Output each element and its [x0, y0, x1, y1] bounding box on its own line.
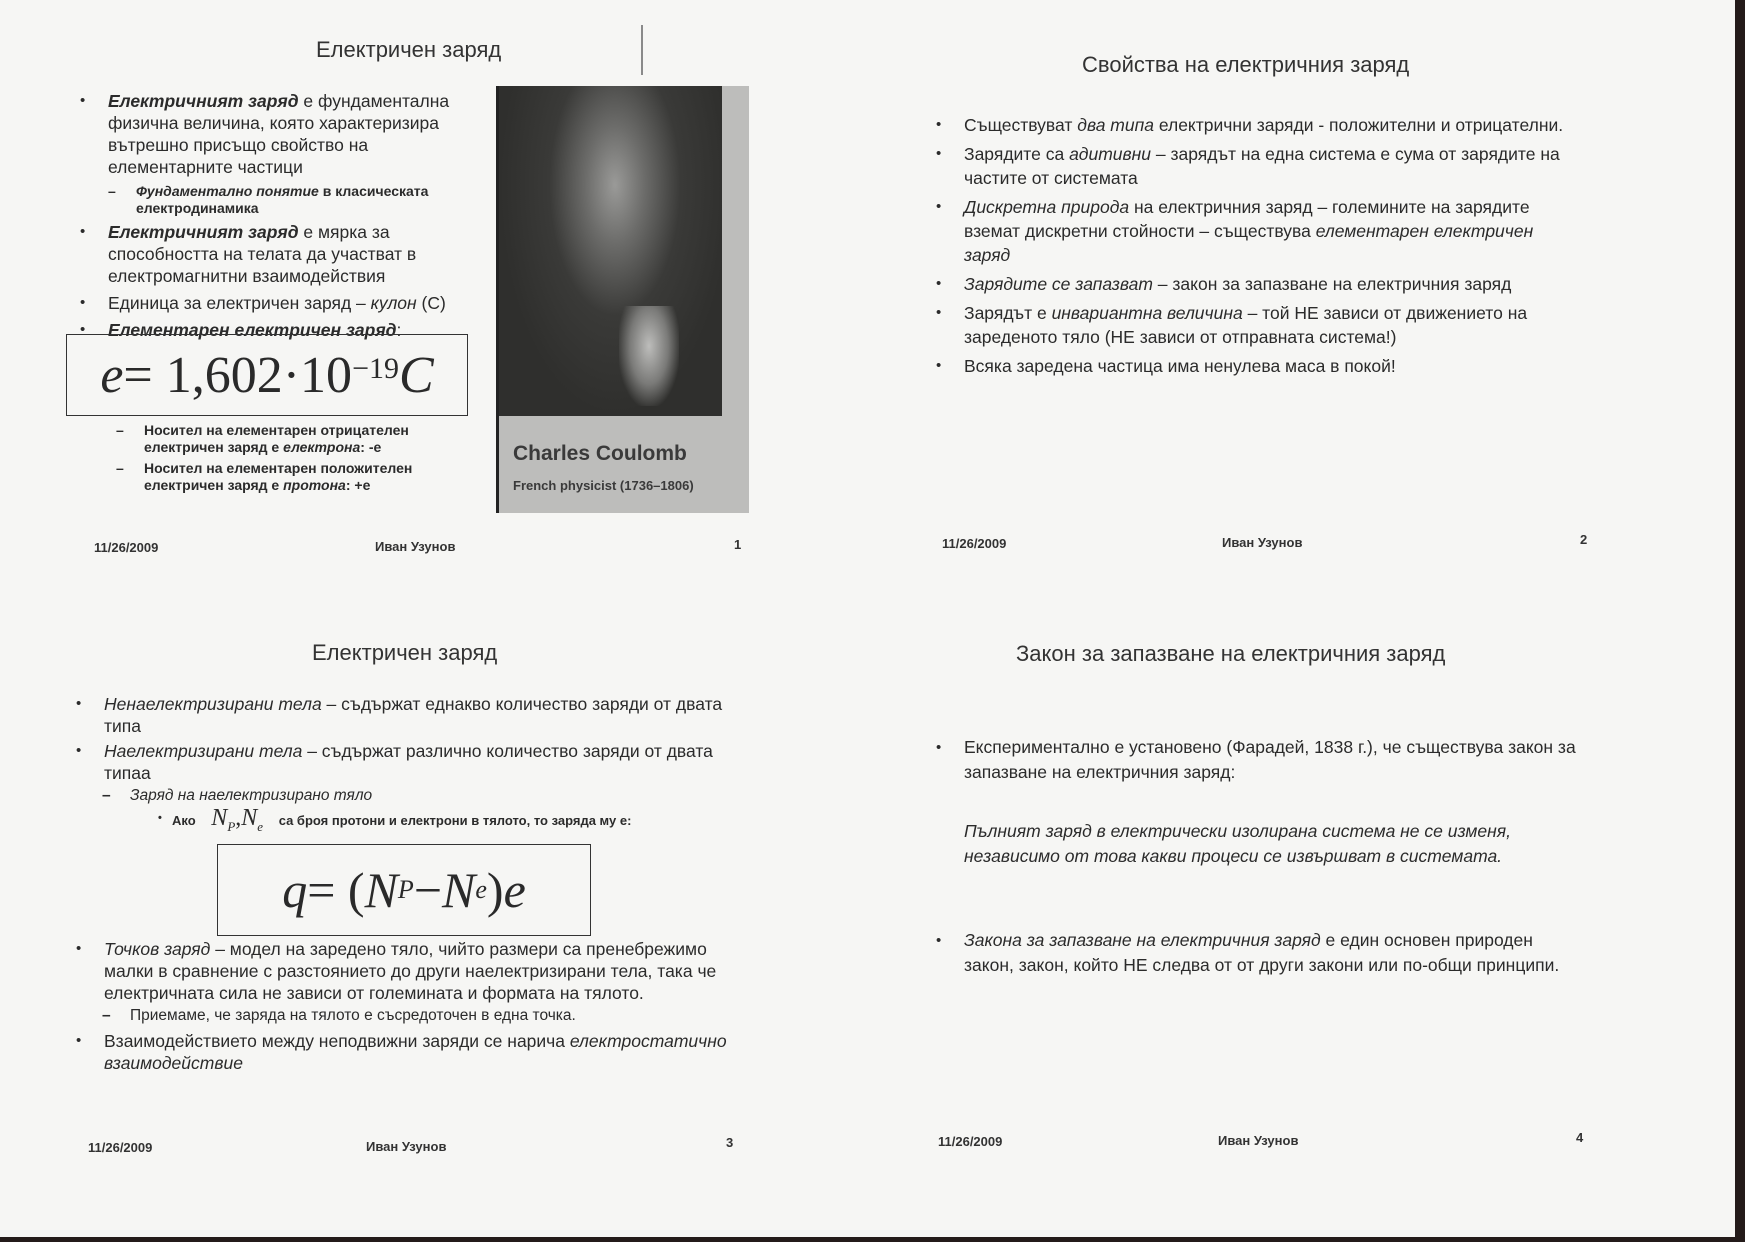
coulomb-portrait [496, 86, 749, 513]
item-text: на електричния заряд – големините на зарядите вземат дискретни стойности – съществува [964, 197, 1530, 241]
list-item [936, 195, 1576, 267]
item-text: Единица за електричен заряд – [108, 293, 371, 313]
page-number: 4 [1576, 1130, 1584, 1145]
italic-text: Заряд на наелектризирано тяло [130, 787, 373, 804]
italic-text: Зарядите се запазват [964, 274, 1153, 294]
slide-3 [0, 620, 870, 1160]
slide-title: Закон за запазване на електричния заряд [1016, 641, 1446, 666]
formula-operator: = ( [307, 862, 365, 918]
italic-text: инвариантна величина [1051, 303, 1243, 323]
sub-list-item [102, 787, 756, 804]
math-var: N [211, 805, 228, 831]
italic-text: Наелектризирани тела [104, 741, 303, 761]
sub-list-item [108, 183, 485, 217]
emphasis-text: протона [283, 477, 346, 493]
italic-text: електростатично взаимодействие [104, 1031, 727, 1073]
italic-text: адитивни [1069, 144, 1152, 164]
item-text: – закон за запазване на електричния заряд [1152, 274, 1512, 294]
item-text: – зарядът на една система е сума от зарядите на частите от системата [964, 144, 1560, 188]
list-item [936, 142, 1576, 190]
elementary-charge-formula [66, 334, 468, 416]
emphasis-text: Фундаментално понятие [136, 183, 319, 199]
slide-title: Електричен заряд [312, 640, 498, 665]
portrait-photo [499, 86, 722, 416]
list-item [80, 292, 485, 314]
conservation-law-quote: Пълният заряд в електрически изолирана система не се изменя, независимо от това какви процеси се извършват в системата. [964, 821, 1511, 866]
bullet-list [76, 938, 736, 1079]
list-item [80, 221, 485, 287]
formula-value: = 1,602·10 [123, 346, 353, 404]
footer-author: Иван Узунов [1222, 535, 1303, 550]
list-item [936, 301, 1576, 349]
sub-list-item [102, 1007, 736, 1024]
item-text: е мярка за способността на телата да участват в електромагнитни взаимодействия [108, 222, 417, 286]
item-text: – той НЕ зависи от движението на зареденото тяло (НЕ зависи от отправната система!) [964, 303, 1528, 347]
item-text: : -e [360, 439, 382, 455]
footer-author: Иван Узунов [366, 1139, 447, 1154]
portrait-name: Charles Coulomb [513, 442, 687, 465]
bullet-list [80, 90, 485, 346]
list-item [936, 272, 1576, 296]
italic-text: Дискретна природа [964, 197, 1130, 217]
slide-2 [870, 0, 1735, 560]
sub-list [88, 422, 468, 498]
footer-date: 11/26/2009 [942, 536, 1007, 551]
item-text: – съдържат различно количество заряди от двата типаа [104, 741, 713, 783]
formula-variable: N [364, 862, 398, 918]
italic-text: елементарен електричен заряд [964, 221, 1534, 265]
item-text: е един основен природен закон, закон, който НЕ следва от от други закони или по-общи принципи. [964, 930, 1560, 975]
sub-list-item [116, 460, 468, 494]
item-text: Съществуват [964, 115, 1078, 135]
italic-text: кулон [370, 293, 417, 313]
footer-date: 11/26/2009 [938, 1134, 1003, 1149]
bullet-list [936, 928, 1576, 983]
list-item [936, 354, 1576, 378]
bullet-list [936, 113, 1576, 383]
emphasis-text: Елементарен електричен заряд [108, 320, 397, 340]
item-text: Носител на елементарен отрицателен електричен заряд е [144, 422, 409, 455]
bullet-list [76, 693, 756, 835]
footer-author: Иван Узунов [375, 539, 456, 554]
item-text: : +e [345, 477, 371, 493]
item-text: – съдържат еднакво количество заряди от двата типа [104, 694, 723, 736]
sub-sub-list-item [158, 805, 756, 835]
item-text: Всяка заредена частица има ненулева маса в покой! [964, 356, 1396, 376]
list-item [76, 693, 756, 737]
item-text: електрични заряди - положителни и отрицателни. [1153, 115, 1564, 135]
math-subscript: e [257, 818, 264, 834]
footer-date: 11/26/2009 [88, 1140, 153, 1155]
page-number: 3 [726, 1135, 734, 1150]
item-text: Взаимодействието между неподвижни заряди се нарича [104, 1031, 570, 1051]
list-item [76, 740, 756, 784]
slide-1 [0, 0, 870, 560]
formula-subscript: P [397, 875, 414, 904]
sub-list-item [116, 422, 468, 456]
portrait-detail [619, 306, 679, 406]
formula-variable: e [100, 346, 124, 404]
item-text: : [396, 320, 402, 340]
emphasis-text: електрона [283, 439, 361, 455]
item-text: е фундаментална физична величина, която характеризира вътрешно присъщо свойство на елементарните частици [108, 91, 450, 177]
page-number: 2 [1580, 532, 1588, 547]
formula-variable: e [503, 862, 526, 918]
item-text: (C) [416, 293, 446, 313]
emphasis-text: Електричният заряд [108, 222, 299, 242]
slide-title: Електричен заряд [316, 37, 502, 62]
item-text: Приемаме, че заряда на тялото е съсредоточен в една точка. [130, 1007, 576, 1024]
item-text: Експериментално е установено (Фарадей, 1838 г.), че съществува закон за запазване на електричния заряд: [964, 737, 1576, 782]
formula-exponent: −19 [352, 352, 399, 385]
math-subscript: P [227, 818, 236, 834]
bullet-list [936, 735, 1576, 790]
formula-operator: − [413, 862, 443, 918]
item-text: Ако [172, 813, 196, 828]
emphasis-text: Електричният заряд [108, 91, 299, 111]
list-item [936, 928, 1576, 978]
slide-title: Свойства на електричния заряд [1082, 52, 1410, 77]
math-var: N [241, 805, 258, 831]
footer-date: 11/26/2009 [94, 540, 159, 555]
formula-variable: N [442, 862, 476, 918]
item-text: Зарядът е [964, 303, 1052, 323]
list-item [76, 938, 736, 1004]
italic-text: Точков заряд [104, 939, 211, 959]
italic-text: Закона за запазване на електричния заряд [964, 930, 1321, 950]
item-text: в класическата електродинамика [136, 183, 429, 216]
math-separator: , [235, 805, 242, 831]
formula-unit: C [398, 346, 434, 404]
footer-author: Иван Узунов [1218, 1133, 1299, 1148]
charge-formula [217, 844, 591, 936]
list-item [936, 113, 1576, 137]
item-text: Носител на елементарен положителен електричен заряд е [144, 460, 413, 493]
italic-text: два типа [1077, 115, 1154, 135]
list-item [76, 1030, 736, 1074]
item-text: Зарядите са [964, 144, 1070, 164]
list-item [80, 90, 485, 178]
page-number: 1 [734, 537, 742, 552]
item-text: – модел на заредено тяло, чийто размери са пренебрежимо малки в сравнение с разстоянието до други наелектризирани тела, така че електричната сила не зависи от големината и формата на тялото. [104, 939, 717, 1003]
item-text: са броя протони и електрони в тялото, то заряда му е: [278, 813, 632, 828]
formula-variable: q [282, 862, 308, 918]
slide-4 [870, 620, 1735, 1160]
math-inline [211, 805, 264, 834]
formula-operator: ) [486, 862, 504, 918]
italic-text: Ненаелектризирани тела [104, 694, 322, 714]
formula-subscript: e [475, 875, 487, 904]
portrait-caption: French physicist (1736–1806) [513, 478, 694, 493]
list-item [936, 735, 1576, 785]
